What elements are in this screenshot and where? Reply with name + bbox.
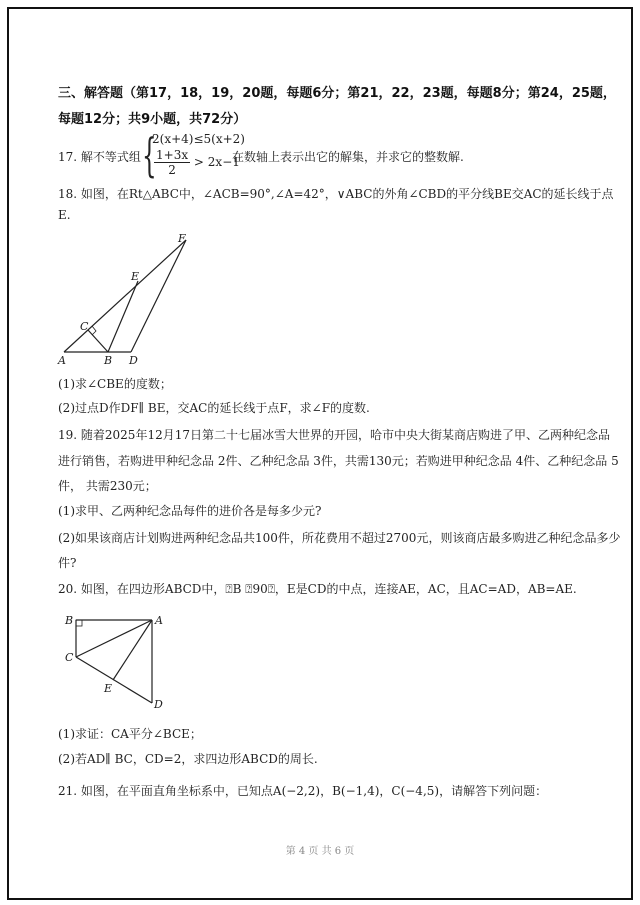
q17-prefix: 17. 解不等式组 xyxy=(58,150,141,164)
q19-line3: 件， 共需230元； xyxy=(58,479,157,493)
q18-part2: (2)过点D作DF∥ BE，交AC的延长线于点F，求∠F的度数. xyxy=(58,401,370,415)
q19-part2: (2)如果该商店计划购进两种纪念品共100件，所花费用不超过2700元，则该商店最多购进乙种纪念品多少 xyxy=(58,531,621,545)
q20-part1: (1)求证：CA平分∠BCE； xyxy=(58,727,202,741)
q18-line1: 18. 如图，在Rt△ABC中，∠ACB=90°,∠A=42°，∨ABC的外角∠CBD的平分线BE交AC的延长线于点 xyxy=(58,187,614,201)
q17-den: 2 xyxy=(168,163,176,177)
q20-label-a: A xyxy=(155,614,163,627)
q21-line1: 21. 如图，在平面直角坐标系中，已知点A(−2,2)，B(−1,4)，C(−4,5)，请解答下列问题： xyxy=(58,784,548,798)
q19-part2b: 件? xyxy=(58,556,77,570)
q17-rhs: > 2x−1 xyxy=(193,155,240,169)
q20-label-c: C xyxy=(65,651,74,664)
brace-icon: { xyxy=(142,128,157,182)
q17-ineq1: 2(x+4)≤5(x+2) xyxy=(152,132,245,146)
q20-label-b: B xyxy=(65,614,74,627)
q18-part1: (1)求∠CBE的度数； xyxy=(58,377,172,391)
q17-num: 1+3x xyxy=(156,148,189,162)
q17-suffix: 在数轴上表示出它的解集，并求它的整数解. xyxy=(232,150,464,164)
q19-line2: 进行销售，若购进甲种纪念品 2件、乙种纪念品 3件，共需130元；若购进甲种纪念品 4件、乙种纪念品 5 xyxy=(58,454,619,468)
q18-line2: E. xyxy=(58,208,71,222)
q18-label-b: B xyxy=(104,354,113,367)
q18-label-e: E xyxy=(131,270,140,283)
q19-part1: (1)求甲、乙两种纪念品每件的进价各是每多少元? xyxy=(58,504,322,518)
q18-label-f: F xyxy=(178,232,186,245)
section-heading-line2: 每题12分；共9小题，共72分） xyxy=(58,112,247,127)
q19-line1: 19. 随着2025年12月17日第二十七届冰雪大世界的开园，哈市中央大街某商店购进了甲、乙两种纪念品 xyxy=(58,428,610,442)
q20-line1: 20. 如图，在四边形ABCD中，⍰B ⍰90⍰，E是CD的中点，连接AE，AC，且AC=AD，AB=AE. xyxy=(58,582,577,596)
q20-label-d: D xyxy=(154,698,163,711)
q18-label-c: C xyxy=(80,320,89,333)
section-heading-line1: 三、解答题（第17，18，19，20题，每题6分；第21，22，23题，每题8分；第24，25题， xyxy=(58,86,616,101)
q20-part2: (2)若AD∥ BC，CD=2，求四边形ABCD的周长. xyxy=(58,752,318,766)
q18-label-d: D xyxy=(129,354,138,367)
q20-label-e: E xyxy=(104,682,113,695)
page-footer: 第 4 页 共 6 页 xyxy=(285,846,355,857)
q18-label-a: A xyxy=(58,354,66,367)
